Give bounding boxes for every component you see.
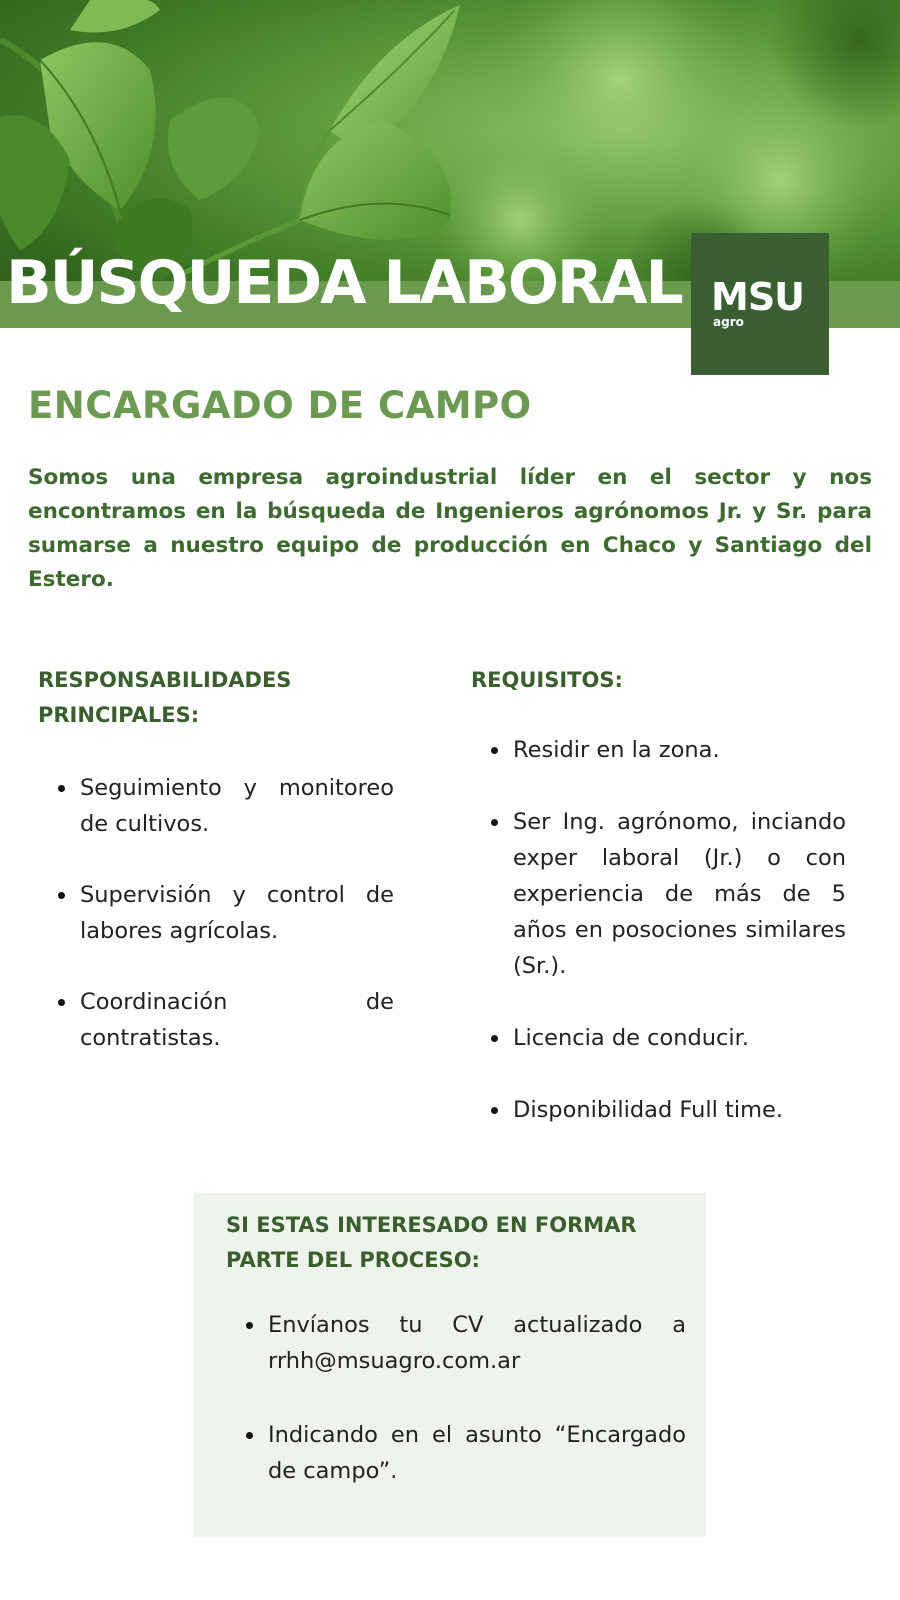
list-item: Envíanos tu CV actualizado a rrhh@msuagro.com.ar	[226, 1307, 686, 1379]
bullet-icon	[58, 999, 65, 1006]
responsibilities-heading: RESPONSABILIDADES PRINCIPALES:	[38, 668, 292, 727]
list-item: Seguimiento y monitoreo de cultivos.	[38, 770, 394, 842]
bullet-icon	[491, 1107, 498, 1114]
requirements-list	[471, 732, 846, 1128]
list-item: Residir en la zona.	[471, 732, 846, 768]
hero-title: BÚSQUEDA LABORAL	[6, 248, 682, 318]
bullet-icon	[246, 1322, 253, 1329]
job-title: ENCARGADO DE CAMPO	[28, 384, 532, 427]
list-item: Supervisión y control de labores agrícolas.	[38, 877, 394, 949]
apply-steps-list	[226, 1307, 686, 1489]
list-item: Coordinación de contratistas.	[38, 984, 394, 1056]
responsibilities-list	[38, 770, 394, 1056]
bullet-icon	[58, 892, 65, 899]
msu-agro-logo	[691, 233, 829, 375]
requirements-heading: REQUISITOS:	[471, 668, 623, 692]
list-item: Ser Ing. agrónomo, inciando exper laboral (Jr.) o con experiencia de más de 5 años en posociones similares (Sr.).	[471, 804, 846, 984]
list-item: Indicando en el asunto “Encargado de campo”.	[226, 1417, 686, 1489]
bullet-icon	[491, 747, 498, 754]
logo-name: MSU	[711, 275, 805, 319]
list-item: Licencia de conducir.	[471, 1020, 846, 1056]
intro-paragraph: Somos una empresa agroindustrial líder en el sector y nos encontramos en la búsqueda de Ingenieros agrónomos Jr. y Sr. para sumarse a nuestro equipo de producción en Chaco y Santiago del Estero.	[28, 465, 872, 592]
bullet-icon	[491, 819, 498, 826]
apply-heading: SI ESTAS INTERESADO EN FORMAR PARTE DEL PROCESO:	[226, 1213, 637, 1272]
list-item: Disponibilidad Full time.	[471, 1092, 846, 1128]
bullet-icon	[246, 1432, 253, 1439]
bullet-icon	[58, 785, 65, 792]
bullet-icon	[491, 1035, 498, 1042]
logo-tagline: agro	[713, 315, 744, 329]
apply-info-box	[194, 1193, 706, 1537]
